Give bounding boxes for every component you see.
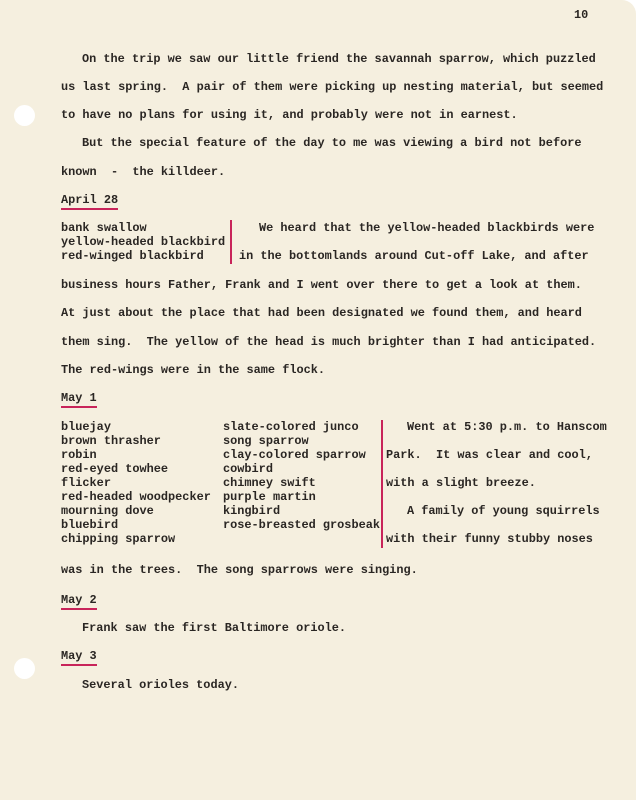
bird-list-item: purple martin xyxy=(223,490,316,504)
entry-line: business hours Father, Frank and I went over there to get a look at them. xyxy=(61,278,582,292)
entry-line: A family of young squirrels xyxy=(407,504,600,518)
bird-list-item: flicker xyxy=(61,476,111,490)
entry-line: Frank saw the first Baltimore oriole. xyxy=(82,621,347,635)
entry-line: them sing. The yellow of the head is much brighter than I had anticipated. xyxy=(61,335,597,349)
bird-list-item: song sparrow xyxy=(223,434,309,448)
entry-line: with a slight breeze. xyxy=(386,476,536,490)
page-number: 10 xyxy=(574,8,589,22)
binder-hole xyxy=(14,105,35,126)
entry-line: At just about the place that had been designated we found them, and heard xyxy=(61,306,582,320)
bird-list-item: chimney swift xyxy=(223,476,316,490)
entry-line: The red-wings were in the same flock. xyxy=(61,363,326,377)
intro-line: to have no plans for using it, and probably were not in earnest. xyxy=(61,108,518,122)
column-divider xyxy=(381,420,383,548)
entry-line: with their funny stubby noses xyxy=(386,532,593,546)
bird-list-item: cowbird xyxy=(223,462,273,476)
entry-line: Several orioles today. xyxy=(82,678,239,692)
entry-line: in the bottomlands around Cut-off Lake, and after xyxy=(239,249,589,263)
bird-list-item: red-eyed towhee xyxy=(61,462,169,476)
date-heading-may-1: May 1 xyxy=(61,391,97,408)
bird-list-item: brown thrasher xyxy=(61,434,161,448)
bird-list-item: red-winged blackbird xyxy=(61,249,204,263)
entry-line: Park. It was clear and cool, xyxy=(386,448,593,462)
date-heading-april-28: April 28 xyxy=(61,193,118,210)
bird-list-item: red-headed woodpecker xyxy=(61,490,211,504)
bird-list-item: chipping sparrow xyxy=(61,532,176,546)
column-divider xyxy=(230,220,232,264)
bird-list-item: kingbird xyxy=(223,504,281,518)
date-heading-may-3: May 3 xyxy=(61,649,97,666)
bird-list-item: bluejay xyxy=(61,420,111,434)
bird-list-item: clay-colored sparrow xyxy=(223,448,366,462)
bird-list-item: mourning dove xyxy=(61,504,154,518)
binder-hole xyxy=(14,658,35,679)
bird-list-item: rose-breasted grosbeak xyxy=(223,518,380,532)
bird-list-item: yellow-headed blackbird xyxy=(61,235,226,249)
bird-list-item: bluebird xyxy=(61,518,119,532)
entry-line: was in the trees. The song sparrows were singing. xyxy=(61,563,418,577)
bird-list-item: slate-colored junco xyxy=(223,420,359,434)
date-heading-may-2: May 2 xyxy=(61,593,97,610)
bird-list-item: bank swallow xyxy=(61,221,147,235)
entry-line: We heard that the yellow-headed blackbirds were xyxy=(259,221,595,235)
intro-line: But the special feature of the day to me was viewing a bird not before xyxy=(82,136,582,150)
intro-line: known - the killdeer. xyxy=(61,165,226,179)
entry-line: Went at 5:30 p.m. to Hanscom xyxy=(407,420,607,434)
intro-line: us last spring. A pair of them were picking up nesting material, but seemed xyxy=(61,80,604,94)
bird-list-item: robin xyxy=(61,448,97,462)
intro-line: On the trip we saw our little friend the savannah sparrow, which puzzled xyxy=(82,52,596,66)
